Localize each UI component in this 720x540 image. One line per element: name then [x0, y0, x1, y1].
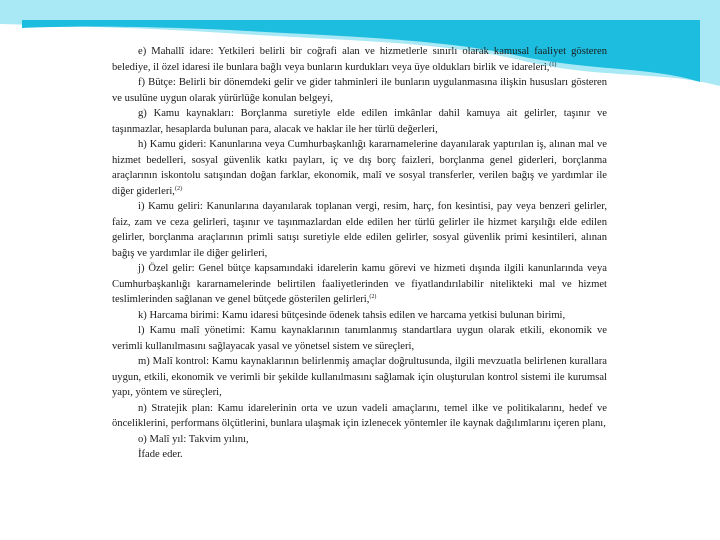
definition-text: Borçlanma suretiyle elde edilen imkânlar dahil kamuya ait gelirler, taşınır ve taşınmazlar, hesaplarda bulunan para, alacak ve haklar ile her türlü değerleri, — [112, 108, 607, 135]
definition-label: o) Malî yıl: — [138, 433, 187, 445]
definition-item — [112, 354, 607, 401]
definition-label: f) Bütçe: — [138, 77, 176, 88]
definition-text: Takvim yılını, — [186, 433, 249, 445]
definition-item — [112, 432, 607, 448]
definition-text: İfade eder. — [138, 449, 183, 460]
legal-text-page — [112, 44, 607, 538]
definition-text: Kanunlarına veya Cumhurbaşkanlığı kararnamelerine dayanılarak yaptırılan iş, alınan mal ve hizmet bedelleri, sosyal güvenlik katkı payları, iç ve dış borç faizleri, borçlanma genel giderleri, borçlanma araçlarının iskontolu satışından doğan farklar, ekonomik, malî ve sosyal transferler, verilen bağış ve yardımlar ile diğer giderleri, — [112, 139, 607, 197]
definition-item — [112, 308, 607, 324]
definition-item — [112, 447, 607, 463]
definition-label: i) Kamu geliri: — [138, 201, 203, 212]
definition-label: e) Mahallî idare: — [138, 46, 214, 57]
definition-text: Genel bütçe kapsamındaki idarelerin kamu görevi ve hizmeti dışında ilgili kanunlarında veya Cumhurbaşkanlığı kararnamelerinde belirtilen faaliyetlerinden ve fiyatlandırılabilir nitelikteki mal ve hizmet teslimlerinden sağlanan ve genel bütçede gösterilen gelirleri, — [112, 263, 607, 305]
definition-label: n) Stratejik plan: — [138, 402, 213, 414]
definition-item — [112, 106, 607, 137]
footnote-ref: (1) — [549, 61, 557, 68]
definition-text: Kamu kaynaklarının tanımlanmış standartlara uygun olarak etkili, ekonomik ve verimli kullanılmasını sağlayacak yasal ve yönetsel sistem ve süreçleri, — [112, 325, 607, 352]
definition-item — [112, 401, 607, 432]
definition-item — [112, 75, 607, 106]
definition-item — [112, 199, 607, 261]
definition-label: h) Kamu gideri: — [138, 139, 207, 150]
definition-text: Kanunlarına dayanılarak toplanan vergi, resim, harç, fon kesintisi, pay veya benzeri gelirler, faiz, zam ve ceza gelirleri, taşınır ve taşınmazlardan elde edilen her türlü gelirler ile hizmet karşılığı elde edilen gelirler, borçlanma araçlarının primli satışı suretiyle elde edilen gelirler, sosyal güvenlik primi kesintileri, alınan bağış ve yardımlar ile diğer gelirleri, — [112, 201, 607, 259]
definition-item — [112, 44, 607, 75]
footnote-ref: (2) — [369, 294, 377, 300]
definition-text: Kamu idaresi bütçesinde ödenek tahsis edilen ve harcama yetkisi bulunan birimi, — [219, 309, 566, 321]
definition-label: j) Özel gelir: — [138, 263, 195, 274]
definition-label: l) Kamu malî yönetimi: — [138, 325, 246, 336]
definition-label: m) Malî kontrol: — [138, 356, 210, 367]
footnote-ref: (2) — [174, 185, 182, 192]
definition-text: Belirli bir dönemdeki gelir ve gider tahminleri ile bunların uygulanmasına ilişkin hususları gösteren ve usulüne uygun olarak yürürlüğe konulan belgeyi, — [112, 77, 607, 104]
definition-item — [112, 261, 607, 308]
definition-text: Kamu idarelerinin orta ve uzun vadeli amaçlarını, temel ilke ve politikalarını, hedef ve önceliklerini, performans ölçütlerini, bunlara ulaşmak için izlenecek yöntemler ile kaynak dağılımlarını içeren planı, — [112, 402, 607, 429]
definition-label: g) Kamu kaynakları: — [138, 108, 234, 119]
definition-item — [112, 137, 607, 199]
definition-text: Yetkileri belirli bir coğrafi alan ve hizmetlerle sınırlı olarak kamusal faaliyet gösteren belediye, il özel idaresi ile bunlara bağlı veya bunların kurdukları veya üye oldukları birlik ve idareleri, — [112, 46, 608, 73]
definition-label: k) Harcama birimi: — [138, 309, 220, 321]
definition-text: Kamu kaynaklarının belirlenmiş amaçlar doğrultusunda, ilgili mevzuatla belirlenen kurallara uygun, etkili, ekonomik ve verimli bir şekilde kullanılmasını sağlamak için oluşturulan kontrol sistemi ile kurumsal yapı, yöntem ve süreçleri, — [112, 356, 607, 398]
definition-item — [112, 323, 607, 354]
